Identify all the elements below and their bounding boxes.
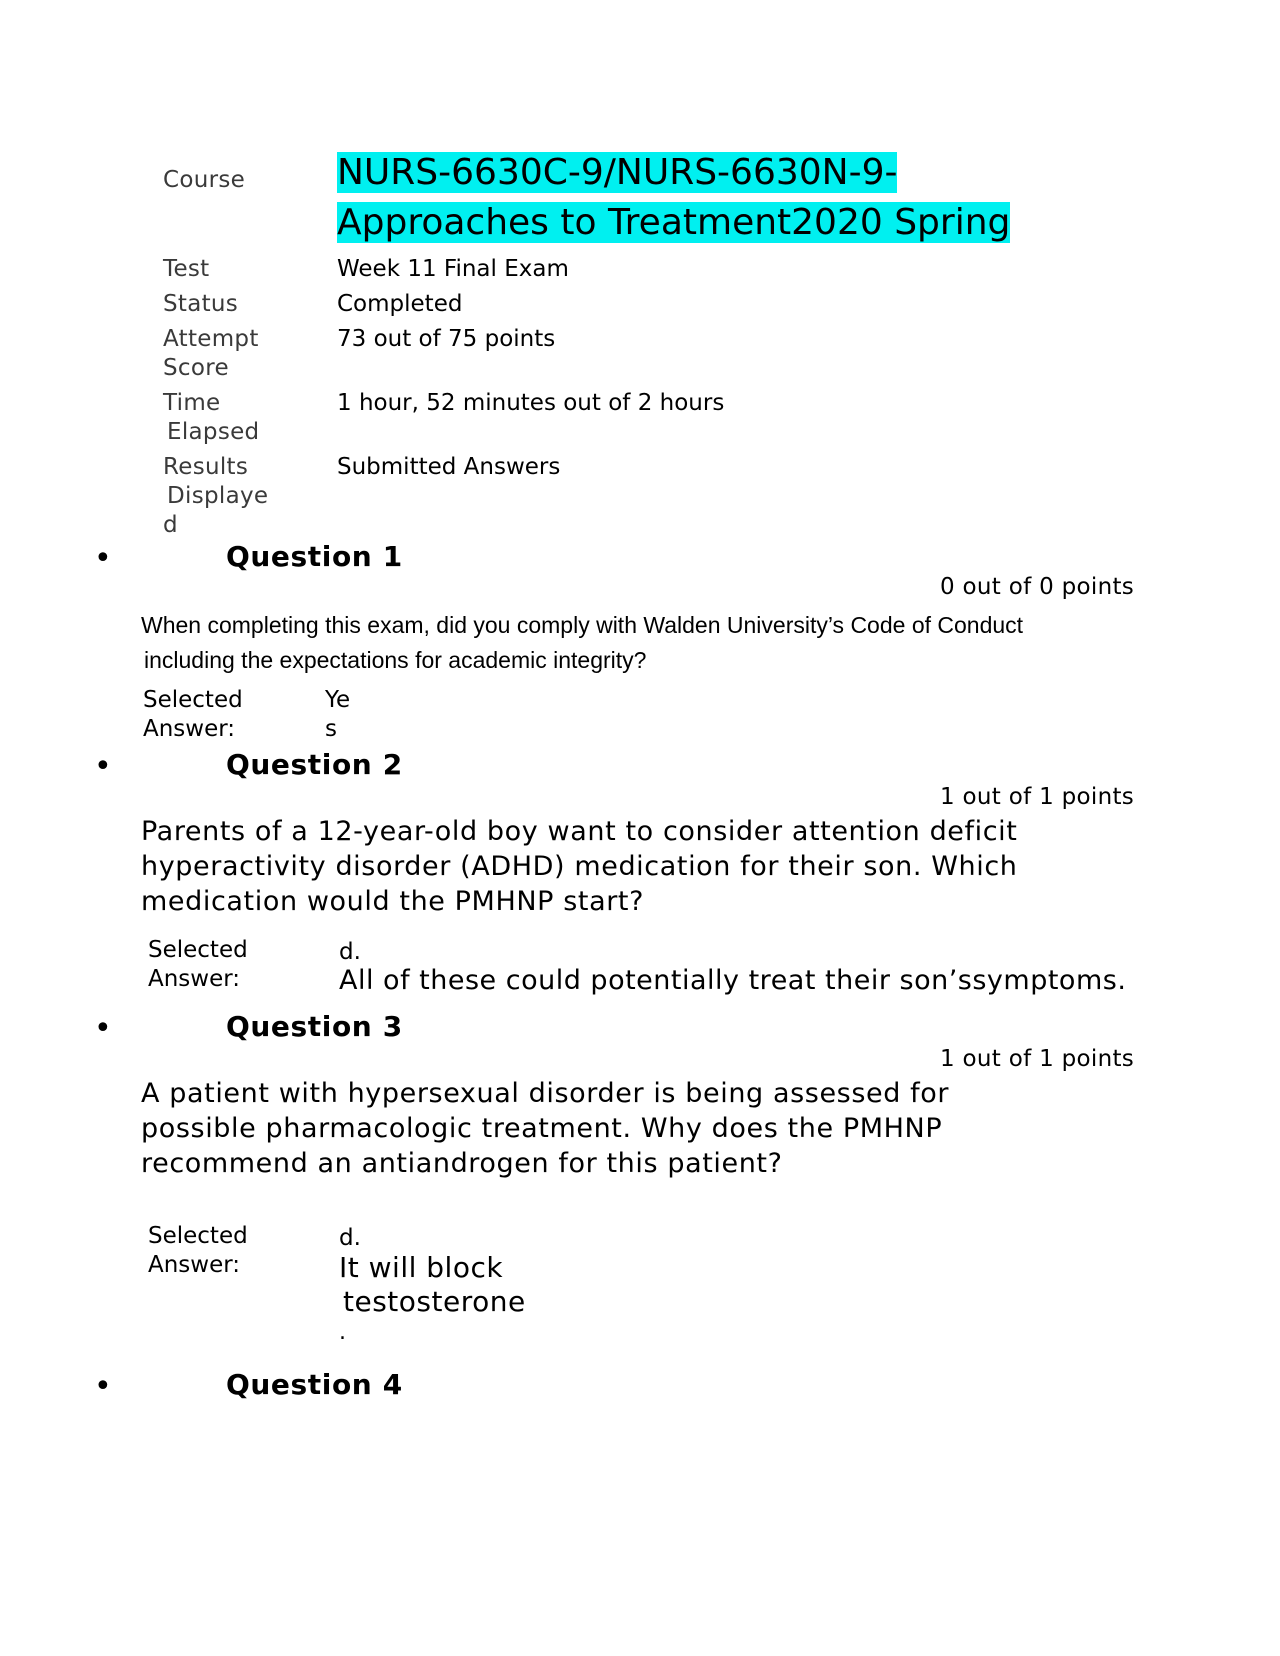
answer-line-1: It will block xyxy=(339,1251,504,1284)
answer-line-1: Ye xyxy=(325,687,351,713)
time-label-line-1: Time xyxy=(163,390,221,416)
answer-letter: d. xyxy=(339,1225,361,1251)
selected-label-line-1: Selected xyxy=(148,937,248,963)
question-text-line-1: When completing this exam, did you comply with Walden University’s Code of Conduct xyxy=(141,612,1024,638)
answer-line-2: s xyxy=(325,716,337,742)
question-text: Parents of a 12-year-old boy want to consider attention deficit hyperactivity disorder (ADHD) medication for their son. Which medication would the PMHNP start? xyxy=(141,816,1018,917)
answer-letter: d. xyxy=(339,939,361,965)
attempt-label-line-2: Score xyxy=(163,355,229,381)
bullet: • xyxy=(94,1369,112,1404)
question-title: Question 1 xyxy=(226,540,403,573)
attempt-label-line-1: Attempt xyxy=(163,326,259,352)
course-title-line-2: Approaches to Treatment2020 Spring xyxy=(337,202,1011,243)
question-points: 1 out of 1 points xyxy=(940,1046,1135,1072)
answer-text xyxy=(339,1251,526,1347)
results-displayed-label xyxy=(163,453,268,540)
question-text: A patient with hypersexual disorder is being assessed for possible pharmacologic treatment. Why does the PMHNP recommend an antiandrogen for this patient? xyxy=(141,1078,950,1179)
bullet: • xyxy=(94,1011,112,1046)
question-title: Question 2 xyxy=(226,748,403,781)
course-title-line-1: NURS-6630C-9/NURS-6630N-9- xyxy=(337,152,898,193)
attempt-score-label xyxy=(163,325,259,383)
status-value: Completed xyxy=(337,291,463,317)
attempt-score-value: 73 out of 75 points xyxy=(337,326,556,352)
question-points: 0 out of 0 points xyxy=(940,574,1135,600)
answer-line-2: testosterone xyxy=(343,1285,526,1318)
test-label: Test xyxy=(163,256,210,282)
selected-answer-label xyxy=(148,1222,248,1280)
question-title: Question 3 xyxy=(226,1010,403,1043)
results-label-line-3: d xyxy=(163,512,178,538)
answer-text: All of these could potentially treat their son’ssymptoms. xyxy=(339,965,1127,996)
course-label: Course xyxy=(163,167,246,193)
selected-answer-label xyxy=(148,936,248,994)
test-value: Week 11 Final Exam xyxy=(337,256,569,282)
question-points: 1 out of 1 points xyxy=(940,784,1135,810)
selected-label-line-1: Selected xyxy=(143,687,243,713)
selected-label-line-2: Answer: xyxy=(148,1252,241,1278)
course-title xyxy=(337,148,1010,248)
results-label-line-2: Displaye xyxy=(167,483,269,509)
bullet: • xyxy=(94,541,112,576)
status-label: Status xyxy=(163,291,239,317)
answer-line-3: . xyxy=(339,1320,347,1345)
selected-answer-label xyxy=(143,686,243,744)
selected-label-line-2: Answer: xyxy=(143,716,236,742)
time-elapsed-label xyxy=(163,389,259,447)
question-title: Question 4 xyxy=(226,1368,403,1401)
selected-answer-value xyxy=(325,686,350,744)
time-elapsed-value: 1 hour, 52 minutes out of 2 hours xyxy=(337,390,725,416)
selected-label-line-2: Answer: xyxy=(148,966,241,992)
selected-label-line-1: Selected xyxy=(148,1223,248,1249)
time-label-line-2: Elapsed xyxy=(167,419,260,445)
question-text-line-2: including the expectations for academic integrity? xyxy=(144,647,647,673)
results-displayed-value: Submitted Answers xyxy=(337,454,561,480)
results-label-line-1: Results xyxy=(163,454,249,480)
bullet: • xyxy=(94,749,112,784)
question-text xyxy=(141,608,1023,678)
